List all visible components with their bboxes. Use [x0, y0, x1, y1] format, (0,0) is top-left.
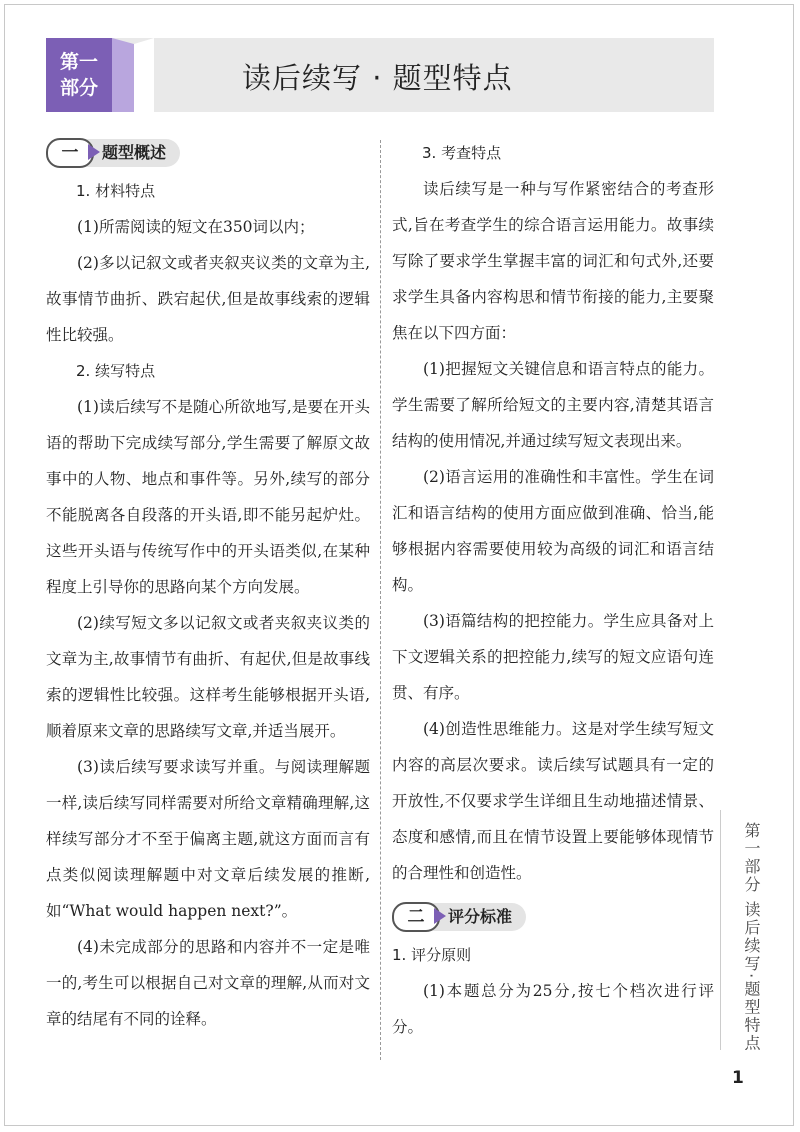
section-label-overview [46, 135, 186, 169]
side-running-title: 第一部分 读后续写·题型特点 [742, 822, 761, 1053]
left-column [46, 135, 370, 1037]
part-tab-fold [112, 38, 154, 112]
paragraph: (1)所需阅读的短文在350词以内； [77, 218, 315, 236]
side-divider [720, 810, 721, 1050]
subheading-principle: 1. 评分原则 [392, 946, 472, 964]
part-tab-line2: 部分 [59, 77, 98, 99]
section-label-scoring [392, 899, 532, 933]
page-title: 读后续写 · 题型特点 [242, 61, 513, 95]
paragraph: (1)本题总分为25分,按七个档次进行评分。 [392, 982, 714, 1036]
part-tab-line1: 第一 [59, 51, 98, 73]
paragraph: 读后续写是一种与写作紧密结合的考查形式,旨在考查学生的综合语言运用能力。故事续写除了要求学生掌握丰富的词汇和句式外,还要求学生具备内容构思和情节衔接的能力,主要聚焦在以下四方面： [392, 180, 714, 342]
paragraph: (2)续写短文多以记叙文或者夹叙夹议类的文章为主,故事情节有曲折、有起伏,但是故事线索的逻辑性比较强。这样考生能够根据开头语,顺着原来文章的思路续写文章,并适当展开。 [46, 614, 370, 740]
triangle-arrow-icon [88, 144, 100, 160]
paragraph: (3)语篇结构的把控能力。学生应具备对上下文逻辑关系的把控能力,续写的短文应语句连贯、有序。 [392, 612, 714, 702]
page-header [46, 38, 714, 112]
paragraph: (1)把握短文关键信息和语言特点的能力。学生需要了解所给短文的主要内容,清楚其语言结构的使用情况,并通过续写短文表现出来。 [392, 360, 714, 450]
paragraph: (4)创造性思维能力。这是对学生续写短文内容的高层次要求。读后续写试题具有一定的开放性,不仅要求学生详细且生动地描述情景、态度和感情,而且在情节设置上要能够体现情节的合理性和创造性。 [392, 720, 714, 882]
section-number: 一 [46, 138, 94, 168]
section-number: 二 [392, 902, 440, 932]
triangle-arrow-icon [434, 908, 446, 924]
column-divider [380, 140, 381, 1060]
paragraph: (2)语言运用的准确性和丰富性。学生在词汇和语言结构的使用方面应做到准确、恰当,能够根据内容需要使用较为高级的词汇和语言结构。 [392, 468, 714, 594]
paragraph: (4)未完成部分的思路和内容并不一定是唯一的,考生可以根据自己对文章的理解,从而对文章的结尾有不同的诠释。 [46, 938, 370, 1028]
part-tab [46, 38, 112, 112]
paragraph: (1)读后续写不是随心所欲地写,是要在开头语的帮助下完成续写部分,学生需要了解原文故事中的人物、地点和事件等。另外,续写的部分不能脱离各自段落的开头语,即不能另起炉灶。这些开头语与传统写作中的开头语类似,在某种程度上引导你的思路向某个方向发展。 [46, 398, 370, 596]
section-title: 评分标准 [448, 907, 513, 926]
paragraph: (2)多以记叙文或者夹叙夹议类的文章为主,故事情节曲折、跌宕起伏,但是故事线索的逻辑性比较强。 [46, 254, 370, 344]
subheading-material: 1. 材料特点 [76, 182, 156, 200]
section-title: 题型概述 [102, 143, 167, 162]
paragraph: (3)读后续写要求读写并重。与阅读理解题一样,读后续写同样需要对所给文章精确理解,这样续写部分才不至于偏离主题,就这方面而言有点类似阅读理解题中对文章后续发展的推断,如“What would happen next?”。 [46, 758, 370, 920]
subheading-assessment: 3. 考查特点 [422, 144, 502, 162]
subheading-continuation: 2. 续写特点 [76, 362, 156, 380]
right-column [392, 135, 714, 1045]
page-number: 1 [732, 1068, 744, 1088]
